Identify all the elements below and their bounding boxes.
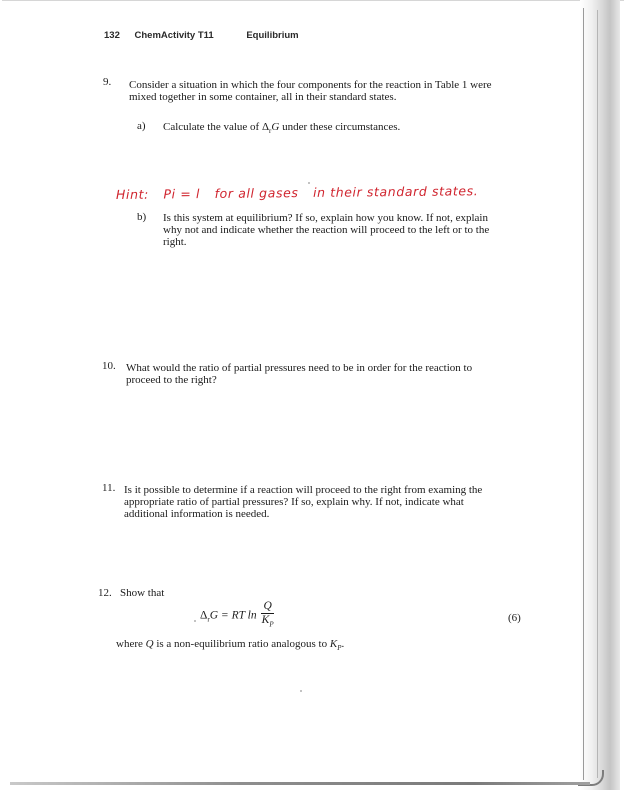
q-symbol: Q [145, 638, 154, 650]
subscript-r: r [207, 615, 210, 624]
fraction [261, 600, 273, 631]
subscript-r: r [269, 127, 272, 136]
gibbs-g: G [271, 121, 280, 133]
fraction-denominator [261, 614, 273, 631]
running-header [104, 30, 299, 41]
subscript-p: P [269, 620, 274, 629]
handwritten-hint [116, 183, 488, 202]
where-text: where [116, 638, 146, 650]
scan-speck [308, 182, 310, 184]
page-number: 132 [104, 30, 120, 41]
delta-symbol: Δ [200, 609, 208, 622]
question-9-line: mixed together in some container, all in their standard states. [129, 91, 397, 103]
gibbs-equation [200, 600, 274, 631]
where-text: is a non-equilibrium ratio analogous to [153, 638, 330, 650]
where-text: . [341, 638, 345, 650]
question-9a-text-start: Calculate the value of [163, 121, 262, 133]
page-top-border [2, 0, 624, 1]
delta-symbol: Δ [261, 121, 270, 133]
topic-title: Equilibrium [246, 30, 299, 41]
fraction-numerator: Q [263, 600, 272, 612]
question-9a-label: a) [137, 120, 146, 132]
question-10-line: What would the ratio of partial pressures need to be in order for the reaction to [126, 362, 473, 374]
question-11-line: additional information is needed. [124, 508, 270, 520]
question-9b-line: Is this system at equilibrium? If so, explain how you know. If not, explain [163, 212, 488, 224]
equation-lhs: G = RT ln [209, 609, 257, 622]
book-binding-shadow [580, 0, 620, 790]
binding-crease [597, 10, 598, 778]
question-9b-line: why not and indicate whether the reaction will proceed to the left or to the [163, 224, 490, 236]
hint-phrase: in their standard states. [312, 183, 479, 200]
k-symbol: K [329, 638, 338, 650]
hint-formula: Pi = l [163, 186, 201, 202]
hint-word: Hint: [115, 186, 149, 202]
question-12-where [116, 638, 344, 652]
question-9b-label: b) [137, 211, 147, 223]
binding-crease [583, 8, 584, 780]
page-bottom-shadow [10, 782, 590, 785]
question-11-line: Is it possible to determine if a reaction will proceed to the right from examing the [124, 484, 483, 496]
question-12-number: 12. [98, 587, 112, 599]
question-10-line: proceed to the right? [126, 374, 217, 386]
question-9a-text [163, 122, 400, 137]
k-symbol: K [261, 614, 270, 626]
marks-value: (6) [508, 612, 521, 624]
question-11-number: 11. [102, 482, 116, 494]
scan-speck [300, 690, 302, 692]
question-9a-text-end: under these circumstances. [279, 121, 401, 133]
question-9-number: 9. [103, 76, 112, 88]
hint-phrase: for all gases [214, 185, 299, 201]
question-9-line: Consider a situation in which the four components for the reaction in Table 1 were [129, 79, 492, 91]
question-9b-line: right. [163, 236, 187, 248]
question-10-number: 10. [102, 360, 116, 372]
activity-title: ChemActivity T11 [134, 30, 214, 41]
scan-speck [194, 620, 196, 622]
question-11-line: appropriate ratio of partial pressures? If so, explain why. If not, indicate what [124, 496, 464, 508]
subscript-p: P [337, 644, 342, 653]
question-12-text: Show that [120, 587, 165, 599]
